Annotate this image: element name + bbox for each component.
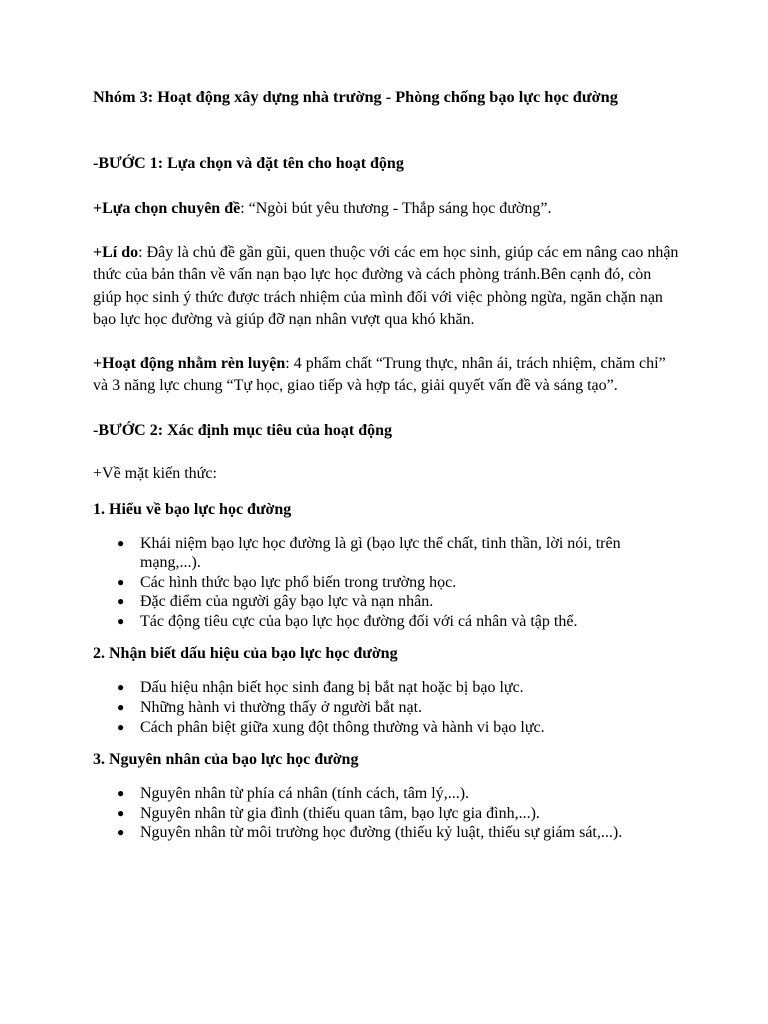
- bullet-icon: ●: [117, 700, 125, 715]
- activity-paragraph: [93, 353, 683, 398]
- bullet-icon: ●: [117, 594, 125, 609]
- activity-label: +Hoạt động nhằm rèn luyện: [93, 354, 286, 372]
- topic-paragraph: [93, 198, 683, 221]
- topic-label: +Lựa chọn chuyên đề: [93, 200, 241, 217]
- list-item: ● Nguyên nhân từ phía cá nhân (tính cách, tâm lý,...).: [117, 785, 470, 803]
- list-item: ● Tác động tiêu cực của bạo lực học đường đối với cá nhân và tập thể.: [117, 612, 578, 630]
- list-item: ● Khái niệm bạo lực học đường là gì (bạo lực thể chất, tinh thần, lời nói, trên mạng,...).: [117, 534, 621, 572]
- bullet-icon: ●: [117, 613, 125, 628]
- step-2-heading: -BƯỚC 2: Xác định mục tiêu của hoạt động: [93, 421, 392, 439]
- section-3-list: [93, 784, 683, 843]
- bullet-icon: ●: [117, 805, 125, 820]
- section-1-list: [93, 534, 683, 632]
- bullet-icon: ●: [117, 719, 125, 734]
- list-item: ● Nguyên nhân từ môi trường học đường (thiếu kỷ luật, thiếu sự giám sát,...).: [117, 824, 623, 842]
- bullet-icon: ●: [117, 535, 125, 550]
- activity-text: : 4 phẩm chất “Trung thực, nhân ái, trách nhiệm, chăm chỉ” và 3 năng lực chung “Tự học, giao tiếp và hợp tác, giải quyết vấn đề và sáng tạo”.: [93, 354, 666, 394]
- list-item: ● Dấu hiệu nhận biết học sinh đang bị bắt nạt hoặc bị bạo lực.: [117, 679, 524, 697]
- reason-label: +Lí do: [93, 243, 139, 261]
- list-item: ● Những hành vi thường thấy ở người bắt nạt.: [117, 699, 423, 717]
- bullet-icon: ●: [117, 574, 125, 589]
- list-item: ● Cách phân biệt giữa xung đột thông thường và hành vi bạo lực.: [117, 718, 545, 736]
- document-page: [93, 85, 683, 843]
- list-item: ● Các hình thức bạo lực phổ biến trong trường học.: [117, 573, 457, 591]
- section-2-heading: 2. Nhận biết dấu hiệu của bạo lực học đường: [93, 645, 398, 663]
- bullet-icon: ●: [117, 680, 125, 695]
- reason-paragraph: [93, 242, 683, 332]
- section-3-heading: 3. Nguyên nhân của bạo lực học đường: [93, 751, 359, 769]
- section-1-heading: 1. Hiểu về bạo lực học đường: [93, 500, 292, 518]
- topic-text: : “Ngòi bút yêu thương - Thắp sáng học đường”.: [240, 200, 552, 217]
- bullet-icon: ●: [117, 825, 125, 840]
- list-item: ● Nguyên nhân từ gia đình (thiếu quan tâm, bạo lực gia đình,...).: [117, 804, 540, 822]
- document-title: Nhóm 3: Hoạt động xây dựng nhà trường - Phòng chống bạo lực học đường: [93, 87, 618, 106]
- section-2-list: [93, 678, 683, 737]
- knowledge-intro: +Về mặt kiến thức:: [93, 464, 217, 482]
- bullet-icon: ●: [117, 786, 125, 801]
- step-1-heading: -BƯỚC 1: Lựa chọn và đặt tên cho hoạt động: [93, 155, 404, 172]
- list-item: ● Đặc điểm của người gây bạo lực và nạn nhân.: [117, 593, 434, 611]
- reason-text: : Đây là chủ đề gần gũi, quen thuộc với các em học sinh, giúp các em nâng cao nhận thức của bản thân về vấn nạn bạo lực học đường và cách phòng tránh.Bên cạnh đó, còn giúp học sinh ý thức được trách nhiệm của mình đối với việc phòng ngừa, ngăn chặn nạn bạo lực học đường và giúp đỡ nạn nhân vượt qua khó khăn.: [93, 243, 679, 328]
